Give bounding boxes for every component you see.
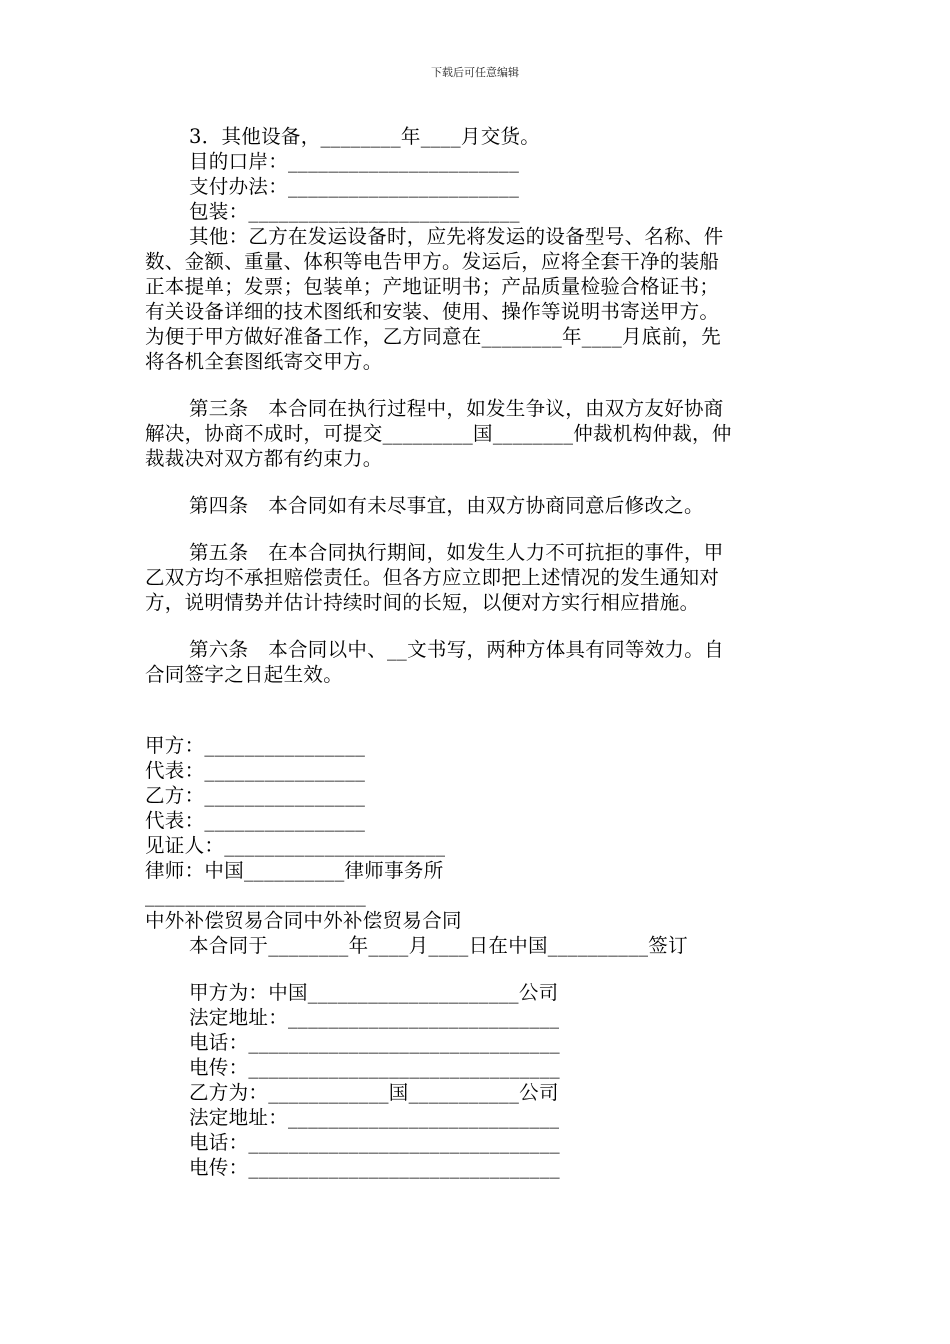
- article-three-line: 第三条 本合同在执行过程中，如发生争议，由双方友好协商: [189, 397, 724, 420]
- payment-method-line: 支付办法：_______________________: [189, 175, 520, 198]
- paragraph-line: 为便于甲方做好准备工作，乙方同意在________年____月底前，先: [145, 325, 721, 348]
- document-body: [145, 124, 807, 1180]
- lawyer-line: 律师：中国__________律师事务所: [145, 859, 444, 882]
- paragraph-line: 乙双方均不承担赔偿责任。但各方应立即把上述情况的发生通知对: [145, 566, 720, 589]
- party-b-company-line: 乙方为：____________国___________公司: [189, 1081, 559, 1104]
- party-a-telex-line: 电传：_______________________________: [189, 1056, 560, 1079]
- contract-title: 中外补偿贸易合同中外补偿贸易合同: [145, 909, 462, 932]
- article-four-line: 第四条 本合同如有未尽事宜，由双方协商同意后修改之。: [189, 494, 704, 517]
- party-a-address-line: 法定地址：___________________________: [189, 1006, 560, 1029]
- destination-port-line: 目的口岸：_______________________: [189, 150, 520, 173]
- paragraph-line: [145, 224, 807, 249]
- party-a-company-line: 甲方为：中国_____________________公司: [189, 981, 559, 1004]
- party-b-representative-line: 代表：________________: [145, 809, 366, 832]
- paragraph-line: 方，说明情势并估计持续时间的长短，以便对方实行相应措施。: [145, 591, 700, 614]
- page-header: 下载后可任意编辑: [431, 66, 519, 79]
- party-b-telex-line: 电传：_______________________________: [189, 1156, 560, 1179]
- paragraph-line: 将各机全套图纸寄交甲方。: [145, 350, 383, 373]
- party-a-signature-line: 甲方：________________: [145, 734, 366, 757]
- spacer: [145, 471, 807, 493]
- spacer: [145, 374, 807, 396]
- paragraph-line: 合同签字之日起生效。: [145, 663, 344, 686]
- paragraph-text: 其他：乙方在发运设备时，应先将发运的设备型号、名称、件: [189, 225, 724, 248]
- witness-line: 见证人：______________________: [145, 834, 446, 857]
- article-six-line: 第六条 本合同以中、__文书写，两种方体具有同等效力。自: [189, 638, 724, 661]
- paragraph-line: 有关设备详细的技术图纸和安装、使用、操作等说明书寄送甲方。: [145, 300, 720, 323]
- spacer: [145, 958, 807, 980]
- signing-info-line: 本合同于________年____月____日在中国__________签订: [189, 934, 688, 957]
- packaging-line: 包装：___________________________: [189, 200, 520, 223]
- article-five-line: 第五条 在本合同执行期间，如发生人力不可抗拒的事件，甲: [189, 541, 724, 564]
- spacer: [145, 518, 807, 540]
- spacer: [145, 687, 807, 733]
- party-b-address-line: 法定地址：___________________________: [189, 1106, 560, 1129]
- spacer: [145, 615, 807, 637]
- party-b-signature-line: 乙方：________________: [145, 784, 366, 807]
- paragraph-line: 裁裁决对双方都有约束力。: [145, 447, 383, 470]
- party-a-phone-line: 电话：_______________________________: [189, 1031, 560, 1054]
- party-a-representative-line: 代表：________________: [145, 759, 366, 782]
- paragraph-line: 解决，协商不成时，可提交_________国________仲裁机构仲裁，仲: [145, 422, 732, 445]
- party-b-phone-line: 电话：_______________________________: [189, 1131, 560, 1154]
- paragraph-line: 正本提单；发票；包装单；产地证明书；产品质量检验合格证书；: [145, 275, 720, 298]
- paragraph-line: 数、金额、重量、体积等电告甲方。发运后，应将全套干净的装船: [145, 250, 720, 273]
- blank-underline: ______________________: [145, 884, 367, 907]
- other-equipment-delivery-line: 3．其他设备，________年____月交货。: [189, 125, 541, 148]
